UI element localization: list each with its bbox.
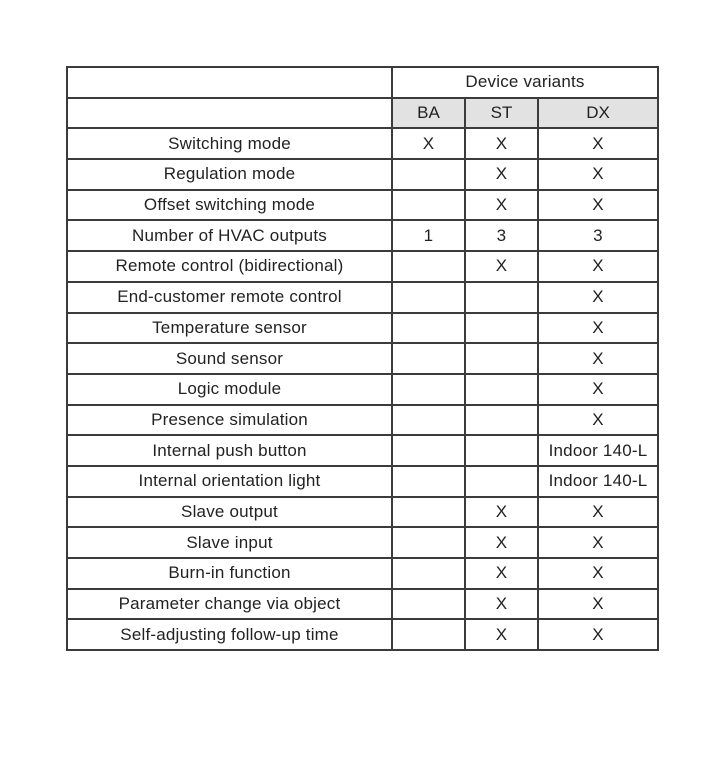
dx-cell: X <box>538 405 658 436</box>
feature-cell: Self-adjusting follow-up time <box>67 619 392 650</box>
dx-cell: X <box>538 374 658 405</box>
table-row <box>67 405 658 436</box>
feature-cell: Slave output <box>67 497 392 528</box>
table-row <box>67 343 658 374</box>
dx-cell: X <box>538 589 658 620</box>
st-cell <box>465 405 538 436</box>
feature-cell: Offset switching mode <box>67 190 392 221</box>
feature-table-body <box>67 128 658 650</box>
group-header-device-variants: Device variants <box>392 67 658 98</box>
table-row <box>67 497 658 528</box>
ba-cell <box>392 374 465 405</box>
ba-cell <box>392 527 465 558</box>
feature-cell: Burn-in function <box>67 558 392 589</box>
ba-cell <box>392 313 465 344</box>
ba-cell <box>392 435 465 466</box>
ba-cell <box>392 619 465 650</box>
feature-cell: Slave input <box>67 527 392 558</box>
feature-cell: Sound sensor <box>67 343 392 374</box>
table-corner-spacer <box>67 98 392 129</box>
ba-cell <box>392 282 465 313</box>
st-cell <box>465 343 538 374</box>
dx-cell: X <box>538 128 658 159</box>
table-row <box>67 251 658 282</box>
device-variants-table <box>66 66 659 651</box>
st-cell: 3 <box>465 220 538 251</box>
st-cell: X <box>465 159 538 190</box>
table-row <box>67 619 658 650</box>
st-cell: X <box>465 190 538 221</box>
ba-cell <box>392 558 465 589</box>
st-cell: X <box>465 527 538 558</box>
column-header-dx: DX <box>538 98 658 129</box>
ba-cell <box>392 343 465 374</box>
dx-cell: X <box>538 190 658 221</box>
table-row <box>67 374 658 405</box>
table-row <box>67 190 658 221</box>
st-cell: X <box>465 497 538 528</box>
st-cell <box>465 282 538 313</box>
dx-cell: X <box>538 313 658 344</box>
dx-cell: X <box>538 343 658 374</box>
ba-cell <box>392 159 465 190</box>
ba-cell <box>392 405 465 436</box>
ba-cell <box>392 466 465 497</box>
table-row <box>67 558 658 589</box>
st-cell <box>465 374 538 405</box>
dx-cell: X <box>538 619 658 650</box>
table-row <box>67 128 658 159</box>
feature-cell: Internal orientation light <box>67 466 392 497</box>
feature-cell: Parameter change via object <box>67 589 392 620</box>
st-cell: X <box>465 558 538 589</box>
ba-cell <box>392 251 465 282</box>
feature-cell: Regulation mode <box>67 159 392 190</box>
st-cell: X <box>465 619 538 650</box>
dx-cell: Indoor 140-L <box>538 435 658 466</box>
ba-cell <box>392 497 465 528</box>
table-row <box>67 159 658 190</box>
column-header-row <box>67 98 658 129</box>
ba-cell <box>392 589 465 620</box>
feature-cell: Temperature sensor <box>67 313 392 344</box>
dx-cell: X <box>538 159 658 190</box>
ba-cell: 1 <box>392 220 465 251</box>
table-row <box>67 282 658 313</box>
st-cell <box>465 435 538 466</box>
feature-cell: Logic module <box>67 374 392 405</box>
dx-cell: X <box>538 282 658 313</box>
dx-cell: X <box>538 527 658 558</box>
table-row <box>67 220 658 251</box>
dx-cell: 3 <box>538 220 658 251</box>
ba-cell <box>392 190 465 221</box>
column-header-ba: BA <box>392 98 465 129</box>
feature-cell: Remote control (bidirectional) <box>67 251 392 282</box>
st-cell <box>465 313 538 344</box>
st-cell <box>465 466 538 497</box>
dx-cell: Indoor 140-L <box>538 466 658 497</box>
table-row <box>67 435 658 466</box>
table-row <box>67 313 658 344</box>
group-header-row <box>67 67 658 98</box>
table-row <box>67 527 658 558</box>
feature-cell: Internal push button <box>67 435 392 466</box>
st-cell: X <box>465 128 538 159</box>
st-cell: X <box>465 589 538 620</box>
feature-cell: End-customer remote control <box>67 282 392 313</box>
feature-cell: Number of HVAC outputs <box>67 220 392 251</box>
dx-cell: X <box>538 251 658 282</box>
table-row <box>67 466 658 497</box>
table-corner-spacer <box>67 67 392 98</box>
dx-cell: X <box>538 558 658 589</box>
ba-cell: X <box>392 128 465 159</box>
column-header-st: ST <box>465 98 538 129</box>
table-row <box>67 589 658 620</box>
dx-cell: X <box>538 497 658 528</box>
feature-cell: Presence simulation <box>67 405 392 436</box>
st-cell: X <box>465 251 538 282</box>
feature-cell: Switching mode <box>67 128 392 159</box>
